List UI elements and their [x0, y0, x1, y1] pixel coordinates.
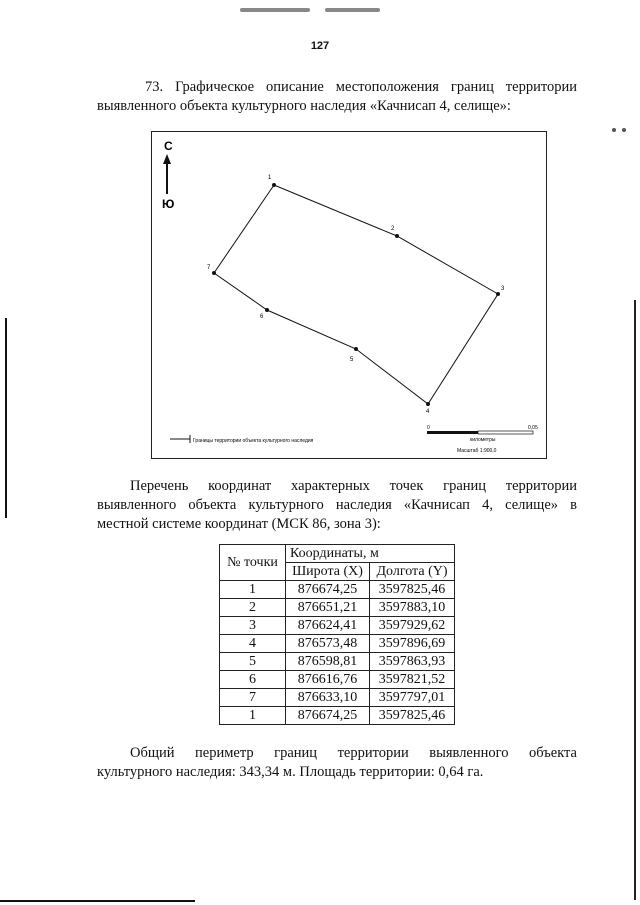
table-row	[220, 635, 455, 653]
boundary-map-svg	[152, 132, 548, 460]
cell-point: 1	[220, 707, 286, 725]
cell-lon: 3597825,46	[370, 581, 455, 599]
cell-point: 6	[220, 671, 286, 689]
cell-point: 1	[220, 581, 286, 599]
table-header-point: № точки	[220, 545, 286, 581]
summary-line: Общий периметр границ территории выявленного объекта	[130, 745, 577, 761]
boundary-point	[265, 308, 269, 312]
scan-speck	[325, 8, 380, 12]
cell-point: 7	[220, 689, 286, 707]
page-number: 127	[310, 40, 330, 52]
table-row	[220, 707, 455, 725]
table-row	[220, 671, 455, 689]
scan-bottom-line	[0, 900, 195, 902]
scale-ratio-label: Масштаб 1:900,0	[457, 448, 497, 454]
table-row	[220, 581, 455, 599]
table-header-lat: Широта (X)	[286, 563, 370, 581]
table-row	[220, 599, 455, 617]
cell-point: 3	[220, 617, 286, 635]
section-heading-line: 73. Графическое описание местоположения границ территории	[145, 79, 577, 95]
boundary-map	[151, 131, 547, 459]
cell-lon: 3597929,62	[370, 617, 455, 635]
point-label: 6	[260, 314, 264, 320]
scale-bar-segment	[427, 431, 478, 434]
boundary-point	[354, 347, 358, 351]
scan-margin-bar	[5, 318, 7, 518]
boundary-point	[212, 271, 216, 275]
cell-lon: 3597825,46	[370, 707, 455, 725]
compass-south-label: Ю	[162, 197, 175, 211]
scale-end-label: 0,05	[528, 425, 538, 431]
cell-point: 4	[220, 635, 286, 653]
table-header-coords: Координаты, м	[286, 545, 455, 563]
summary-line: культурного наследия: 343,34 м. Площадь территории: 0,64 га.	[97, 764, 484, 780]
cell-lon: 3597797,01	[370, 689, 455, 707]
coordinates-intro-line: Перечень координат характерных точек границ территории	[130, 478, 577, 494]
cell-lat: 876573,48	[286, 635, 370, 653]
coordinates-intro-line: выявленного объекта культурного наследия «Качнисап 4, селище» в	[97, 497, 577, 513]
cell-lat: 876674,25	[286, 707, 370, 725]
point-label: 5	[350, 357, 354, 363]
cell-lat: 876651,21	[286, 599, 370, 617]
scale-start-label: 0	[427, 425, 430, 431]
scan-speck	[240, 8, 310, 12]
coordinates-intro-line: местной системе координат (МСК 86, зона 3):	[97, 516, 381, 532]
cell-lon: 3597821,52	[370, 671, 455, 689]
boundary-point	[272, 183, 276, 187]
section-heading-line: выявленного объекта культурного наследия «Качнисап 4, селище»:	[97, 98, 511, 114]
scan-margin-bar-right	[634, 300, 636, 900]
cell-lat: 876633,10	[286, 689, 370, 707]
point-label: 2	[391, 226, 395, 232]
cell-lon: 3597896,69	[370, 635, 455, 653]
cell-lat: 876616,76	[286, 671, 370, 689]
legend-text: Границы территории объекта культурного наследия	[193, 438, 314, 444]
cell-lat: 876674,25	[286, 581, 370, 599]
point-label: 4	[426, 409, 430, 415]
point-label: 3	[501, 286, 505, 292]
scan-speck	[612, 128, 616, 132]
cell-point: 2	[220, 599, 286, 617]
scan-speck	[622, 128, 626, 132]
scale-units-label: километры	[470, 437, 496, 443]
compass-arrowhead-icon	[163, 154, 171, 164]
table-row	[220, 689, 455, 707]
table-header-lon: Долгота (Y)	[370, 563, 455, 581]
coordinates-table	[219, 544, 455, 725]
compass-north-label: С	[164, 139, 173, 153]
scale-bar-segment	[478, 431, 533, 434]
point-label: 7	[207, 265, 211, 271]
table-row	[220, 617, 455, 635]
boundary-point	[426, 402, 430, 406]
cell-lon: 3597863,93	[370, 653, 455, 671]
boundary-point	[496, 292, 500, 296]
boundary-point	[395, 234, 399, 238]
territory-boundary	[214, 185, 498, 404]
cell-lat: 876624,41	[286, 617, 370, 635]
table-row	[220, 653, 455, 671]
point-label: 1	[268, 175, 272, 181]
cell-lat: 876598,81	[286, 653, 370, 671]
cell-lon: 3597883,10	[370, 599, 455, 617]
cell-point: 5	[220, 653, 286, 671]
